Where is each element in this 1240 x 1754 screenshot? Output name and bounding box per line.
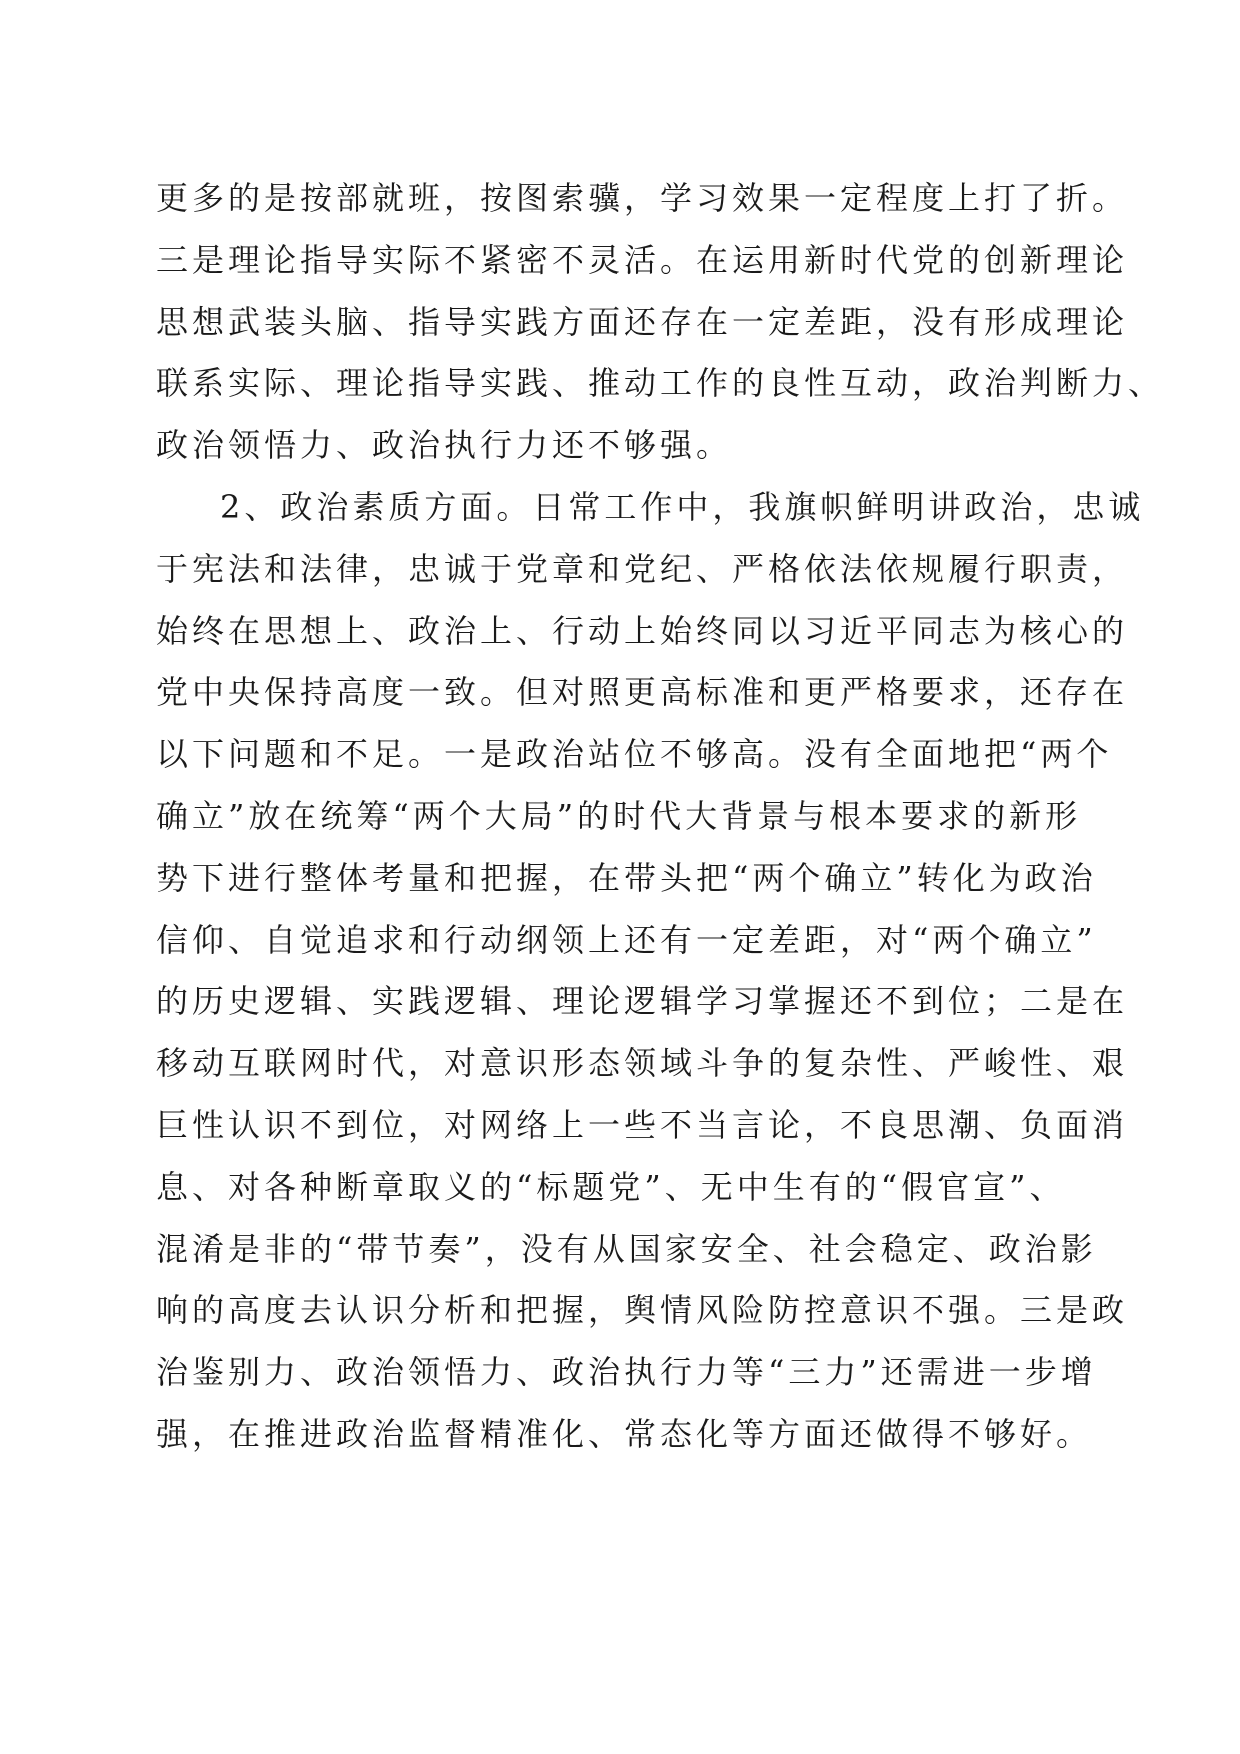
- text-line: 强，在推进政治监督精准化、常态化等方面还做得不够好。: [156, 1414, 1093, 1453]
- text-line: 确立”放在统筹“两个大局”的时代大背景与根本要求的新形: [156, 796, 1082, 835]
- text-line: 思想武装头脑、指导实践方面还存在一定差距，没有形成理论: [156, 302, 1129, 341]
- text-line: 混淆是非的“带节奏”，没有从国家安全、社会稳定、政治影: [156, 1229, 1097, 1268]
- text-line: 移动互联网时代，对意识形态领域斗争的复杂性、严峻性、艰: [156, 1044, 1129, 1083]
- text-line: 三是理论指导实际不紧密不灵活。在运用新时代党的创新理论: [156, 240, 1129, 279]
- text-line: 联系实际、理论指导实践、推动工作的良性互动，政治判断力、: [156, 364, 1165, 403]
- text-line: 党中央保持高度一致。但对照更高标准和更严格要求，还存在: [156, 673, 1129, 712]
- text-line: 势下进行整体考量和把握，在带头把“两个确立”转化为政治: [156, 858, 1097, 897]
- text-line: 响的高度去认识分析和把握，舆情风险防控意识不强。三是政: [156, 1291, 1129, 1330]
- text-line: 始终在思想上、政治上、行动上始终同以习近平同志为核心的: [156, 611, 1129, 650]
- text-line: 治鉴别力、政治领悟力、政治执行力等“三力”还需进一步增: [156, 1353, 1097, 1392]
- paragraph-start-line: 2、政治素质方面。日常工作中，我旗帜鲜明讲政治，忠诚: [220, 487, 1145, 526]
- text-line: 巨性认识不到位，对网络上一些不当言论，不良思潮、负面消: [156, 1105, 1129, 1144]
- text-line: 政治领悟力、政治执行力还不够强。: [156, 426, 733, 465]
- text-line: 更多的是按部就班，按图索骥，学习效果一定程度上打了折。: [156, 179, 1129, 217]
- text-line: 以下问题和不足。一是政治站位不够高。没有全面地把“两个: [156, 735, 1113, 774]
- text-line: 息、对各种断章取义的“标题党”、无中生有的“假官宣”、: [156, 1167, 1066, 1206]
- text-line: 于宪法和法律，忠诚于党章和党纪、严格依法依规履行职责，: [156, 549, 1129, 588]
- text-line: 信仰、自觉追求和行动纲领上还有一定差距，对“两个确立”: [156, 920, 1097, 959]
- document-body: [156, 168, 1165, 1466]
- text-line: 的历史逻辑、实践逻辑、理论逻辑学习掌握还不到位；二是在: [156, 982, 1129, 1021]
